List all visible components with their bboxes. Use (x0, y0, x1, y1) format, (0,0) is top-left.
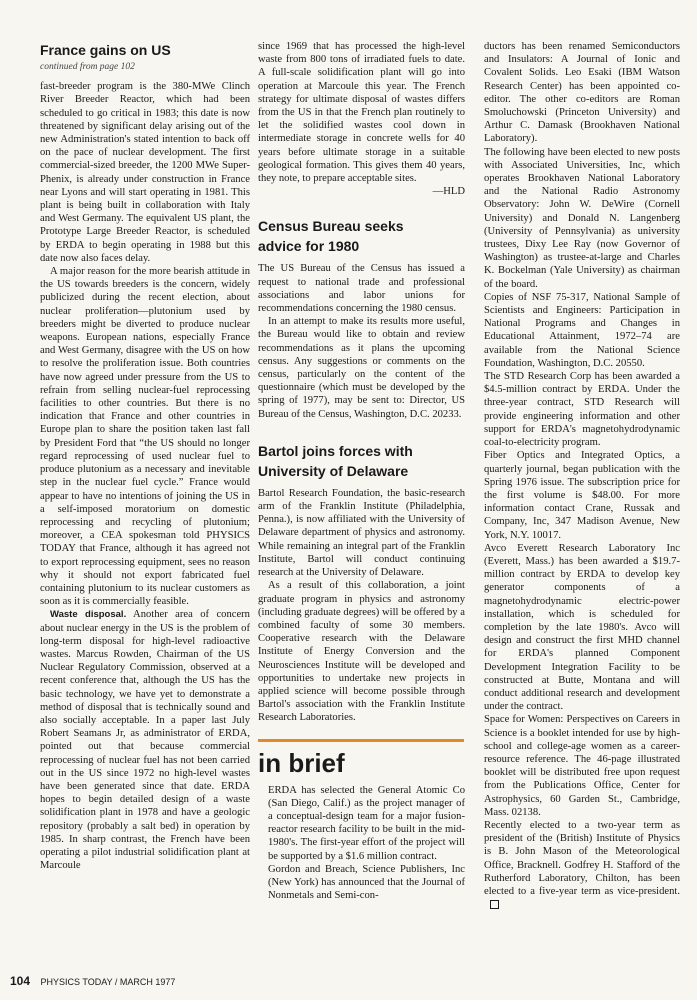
running-footer: PHYSICS TODAY / MARCH 1977 (40, 977, 176, 987)
article-title-bartol-line2: University of Delaware (258, 462, 409, 479)
paragraph: The US Bureau of the Census has issued a request to national trade and professional associations and labor unions for recommendations concerning the 1980 census. (258, 263, 465, 315)
brief-item: Fiber Optics and Integrated Optics, a quarterly journal, began publication with the Spring 1976 issue. The subscription price for the first volume is $48.00. For more information contact Crane, Russak and Company, Inc, 347 Madison Avenue, New York, N.Y. 10017. (484, 450, 680, 541)
page-footer (10, 974, 670, 988)
in-brief-heading: in brief (258, 747, 345, 778)
paragraph: fast-breeder program is the 380-MWe Clinch River Breeder Reactor, which had been scheduled to go critical in 1983; this date is now threatened by significant delay arising out of the new Administration's stated intention to back off on the pace of nuclear development. The first commercial-sized breeder, the 1200 MWe Super-Phenix, is already under construction in France near Lyons and will start operating in 1981. This plant is being built in collaboration with Italy and West Germany. The equivalent US plant, the Prototype Large Breeder Reactor, is scheduled by ERDA to begin operating in 1988 but this date now also faces delay. (40, 81, 250, 264)
end-mark-icon (490, 900, 499, 909)
brief-item: The STD Research Corp has been awarded a $4.5-million contract by ERDA. Under the three-year contract, STD Research will provide engineering information and other support for ERDA's magnetohydrodynamic coal-to-electricity program. (484, 371, 680, 449)
article-title-census-line1: Census Bureau seeks (258, 218, 404, 235)
paragraph: A major reason for the more bearish attitude in the US towards breeders is the concern, widely publicized during the recent election, about nuclear proliferation—plutonium used by breeders might be diverted to produce nuclear weapons. European nations, especially France and West Germany, disagree with the US on how to resolve the proliferation issue. Both countries have now agreed under pressure from the US to refrain from selling nuclear-fuel reprocessing facilities to other countries. But there is no indication that France and other countries in Europe plan to share the position taken last fall by President Ford that “the US should no longer regard reprocessing of used nuclear fuel to produce plutonium as a necessary and inevitable step in the nuclear fuel cycle.” France would appear to have no intentions of joining the US in a self-imposed moratorium on domestic reprocessing and recycling of plutonium; moreover, a CEA spokesman told PHYSICS TODAY that France, although it has agreed not to export reprocessing equipment, sees no reason why it should not export fabricated fuel containing plutonium to its nuclear customers as soon as it is commercially feasible. (40, 266, 250, 608)
paragraph: In an attempt to make its results more useful, the Bureau would like to obtain and review recommendations as it plans the upcoming census. Any suggestions or comments on the census, particularly on the content of the questionnaire (which must be developed by the spring of 1977), may be sent to: Director, US Bureau of the Census, Washington, D.C. 20233. (258, 316, 465, 420)
brief-text: Recently elected to a two-year term as president of the (British) Institute of Physics is B. John Mason of the Meteorological Office, Bracknell. Godfrey H. Stafford of the Rutherford Laboratory, Chilton, has been elected to a five-year term as vice-president. (484, 819, 680, 897)
column-3 (474, 40, 680, 911)
brief-item: Avco Everett Research Laboratory Inc (Everett, Mass.) has been awarded a $19.7-million contract by ERDA to develop key generator components of a magnetohydrodynamic electric-power installation, which is scheduled for completion by the late 1980's. Avco will design and construct the first MHD channel for ERDA's planned Component Development Integration Facility to be constructed at Butte, Montana and will conduct additional research and development under the contract. (484, 542, 680, 713)
article-title-france: France gains on US (40, 42, 171, 58)
brief-item: Copies of NSF 75-317, National Sample of Scientists and Engineers: Participation in National Programs and Changes in Educational Attainment, 1972–74 are available from the National Science Foundation, Washington, D.C. 20550. (484, 291, 680, 369)
brief-item: Gordon and Breach, Science Publishers, Inc (New York) has announced that the Journal of Nonmetals and Semi-con- (268, 863, 465, 902)
brief-item: ductors has been renamed Semiconductors and Insulators: A Journal of Ionic and Covalent Solids. Leo Esaki (IBM Watson Research Center) has been appointed co-editor. The other co-editors are Roman Smoluchowski (Princeton University) and Arthur C. Damask (Brookhaven National Laboratory). (484, 41, 680, 145)
paragraph-text: Another area of concern about nuclear energy in the US is the problem of long-term disposal for high-level radioactive wastes. Marcus Rowden, Chairman of the US Nuclear Regulatory Commission, observed at a recent conference that, although the US has the basic technology, we have yet to demonstrate a method of disposal that is technically sound and also socially acceptable. In a paper last July Robert Seamans Jr, as administrator of ERDA, pointed out that because commercial reprocessing of nuclear fuel has not been carried out in the US since 1972 no high-level wastes have been generated since that date. ERDA hopes to begin detailed design of a waste solidification plant in 1978 and have a geologic repository (probably a salt bed) in operation by 1985. In sharp contrast, the French have been operating a pilot industrial solidification plant at Marcoule (40, 609, 250, 872)
brief-item: Space for Women: Perspectives on Careers in Science is a booklet intended for use by high-school and college-age women as a career-resource reference. The 46-page illustrated booklet will be distributed free upon request from the Publications Office, Center for Astrophysics, 60 Garden St., Cambridge, Mass. 02138. (484, 714, 680, 818)
page-number: 104 (10, 974, 31, 988)
column-2 (258, 40, 465, 902)
article-title-bartol-line1: Bartol joins forces with (258, 442, 413, 459)
column-1 (40, 40, 250, 872)
paragraph-waste (40, 608, 250, 872)
brief-item: ERDA has selected the General Atomic Co (San Diego, Calif.) as the project manager of a conceptual-design team for a major fusion-reactor research facility to be built in the mid-1980's. The first-year effort of the project will be supported by a $1.6 million contract. (268, 784, 465, 862)
paragraph: since 1969 that has processed the high-level waste from 800 tons of irradiated fuels to date. A full-scale solidification plant will go into operation at Marcoule this year. The French strategy for ultimate disposal of wastes differs from the US in that the French plan routinely to let the solidified wastes cool down in intermediate storage in concrete wells for 40 years before ultimate storage in a suitable geological formation. This gives them 40 years, they note, to prepare acceptable sites. (258, 41, 465, 185)
inline-heading: Waste disposal. (50, 609, 127, 621)
article-title-census-line2: advice for 1980 (258, 238, 360, 255)
section-rule (258, 739, 464, 742)
continued-note: continued from page 102 (40, 62, 135, 72)
brief-item (474, 819, 680, 911)
brief-item: The following have been elected to new posts with Associated Universities, Inc, which operates Brookhaven National Laboratory and the National Radio Astronomy Observatory: John W. DeWire (Cornell University) and Donald N. Langenberg (University of Pennsylvania) as university trustees, Dixy Lee Ray (now Governor of Washington) as trustee-at-large and Charles K. Bockelman (Yale University) as chairman of the board. (484, 146, 680, 290)
author-initials: —HLD (432, 186, 465, 198)
paragraph: As a result of this collaboration, a joint graduate program in physics and astronomy (including graduate degrees) will be offered by a combined faculty of some 30 members. Cooperative research with the Delaware Institute of Energy Conversion and the Neurosciences Institute will be developed and opportunities to undertake new projects in applied science will become possible through Bartol's association with the Franklin Institute Research Laboratories. (258, 580, 465, 724)
paragraph: Bartol Research Foundation, the basic-research arm of the Franklin Institute (Philadelphia, Penna.), is now affiliated with the University of Delaware department of physics and astronomy. While remaining an integral part of the Franklin Institute, Bartol will conduct continuing research at the University of Delaware. (258, 487, 465, 579)
